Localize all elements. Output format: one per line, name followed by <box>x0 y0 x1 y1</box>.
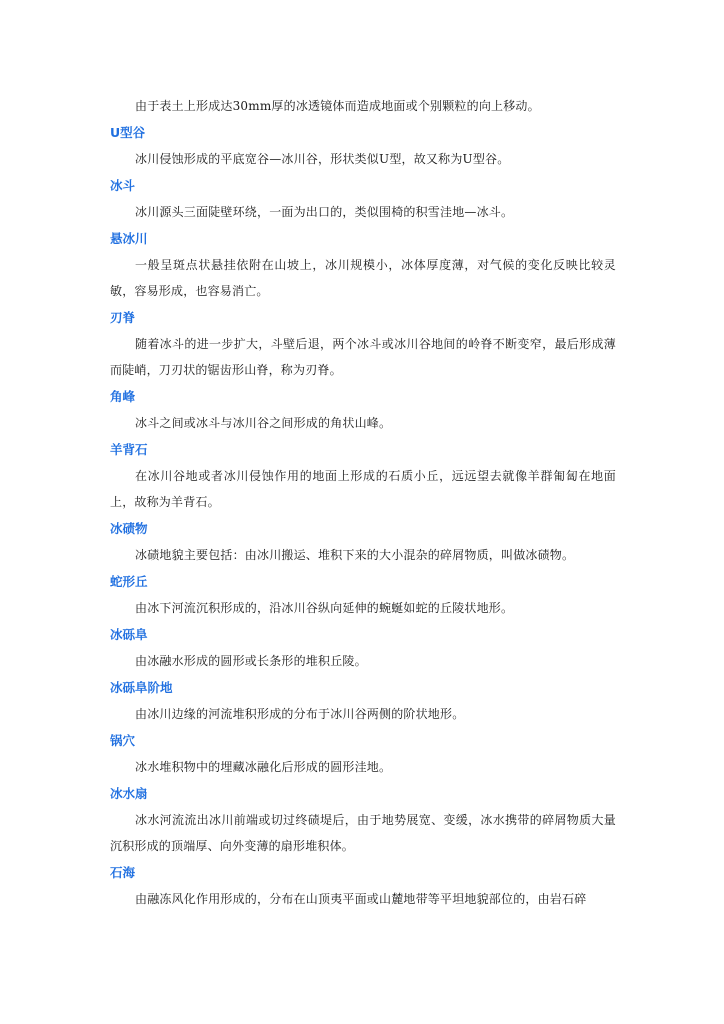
glossary-entry-roche-moutonnee <box>110 436 616 515</box>
term-definition: 冰斗之间或冰斗与冰川谷之间形成的角状山峰。 <box>135 416 392 430</box>
term-definition: 由冰川边缘的河流堆积形成的分布于冰川谷两侧的阶状地形。 <box>135 707 465 721</box>
term-heading: 蛇形丘 <box>110 574 148 589</box>
term-definition: 冰碛地貌主要包括：由冰川搬运、堆积下来的大小混杂的碎屑物质，叫做冰碛物。 <box>135 548 575 562</box>
term-definition: 冰川源头三面陡壁环绕，一面为出口的，类似围椅的积雪洼地—冰斗。 <box>135 205 514 219</box>
term-heading: 锅穴 <box>110 733 136 748</box>
term-definition: 一般呈斑点状悬挂依附在山坡上，冰川规模小，冰体厚度薄，对气候的变化反映比较灵敏，容易形成，也容易消亡。 <box>110 258 616 298</box>
glossary-entry-arete <box>110 304 616 383</box>
term-definition: 冰川侵蚀形成的平底宽谷—冰川谷，形状类似U型，故又称为U型谷。 <box>135 152 510 166</box>
term-definition: 由冰融水形成的圆形或长条形的堆积丘陵。 <box>135 654 367 668</box>
glossary-entry-block-field <box>110 859 616 912</box>
term-heading: U型谷 <box>110 125 146 140</box>
glossary-entry-moraine <box>110 515 616 568</box>
glossary-entry-esker <box>110 568 616 621</box>
term-definition: 冰水堆积物中的埋藏冰融化后形成的圆形洼地。 <box>135 760 392 774</box>
term-heading: 羊背石 <box>110 442 148 457</box>
glossary-entry-u-valley <box>110 119 616 172</box>
term-heading: 悬冰川 <box>110 231 148 246</box>
term-definition: 由融冻风化作用形成的，分布在山顶夷平面或山麓地带等平坦地貌部位的，由岩石碎 <box>135 892 587 906</box>
document-page <box>110 93 616 912</box>
term-definition: 随着冰斗的进一步扩大，斗壁后退，两个冰斗或冰川谷地间的岭脊不断变窄，最后形成薄而陡峭，刀刃状的锯齿形山脊，称为刃脊。 <box>110 337 616 377</box>
glossary-entry-outwash-fan <box>110 780 616 859</box>
term-definition: 冰水河流流出冰川前端或切过终碛堤后，由于地势展宽、变缓，冰水携带的碎屑物质大量沉积形成的顶端厚、向外变薄的扇形堆积体。 <box>110 813 616 853</box>
glossary-entry-kame-terrace <box>110 674 616 727</box>
term-heading: 冰砾阜阶地 <box>110 680 173 695</box>
glossary-entry-cirque <box>110 172 616 225</box>
intro-paragraph: 由于表土上形成达30mm厚的冰透镜体而造成地面或个别颗粒的向上移动。 <box>135 99 540 113</box>
term-heading: 冰碛物 <box>110 521 148 536</box>
term-heading: 冰水扇 <box>110 786 148 801</box>
glossary-entry-kettle <box>110 727 616 780</box>
term-heading: 刃脊 <box>110 310 136 325</box>
glossary-entry-kame <box>110 621 616 674</box>
term-heading: 冰斗 <box>110 178 136 193</box>
term-definition: 由冰下河流沉积形成的，沿冰川谷纵向延伸的蜿蜒如蛇的丘陵状地形。 <box>135 601 514 615</box>
term-heading: 石海 <box>110 865 136 880</box>
term-definition: 在冰川谷地或者冰川侵蚀作用的地面上形成的石质小丘，远远望去就像羊群匍匐在地面上，故称为羊背石。 <box>110 469 616 509</box>
term-heading: 角峰 <box>110 389 136 404</box>
glossary-entry-horn <box>110 383 616 436</box>
glossary-entry-hanging-glacier <box>110 225 616 304</box>
term-heading: 冰砾阜 <box>110 627 148 642</box>
